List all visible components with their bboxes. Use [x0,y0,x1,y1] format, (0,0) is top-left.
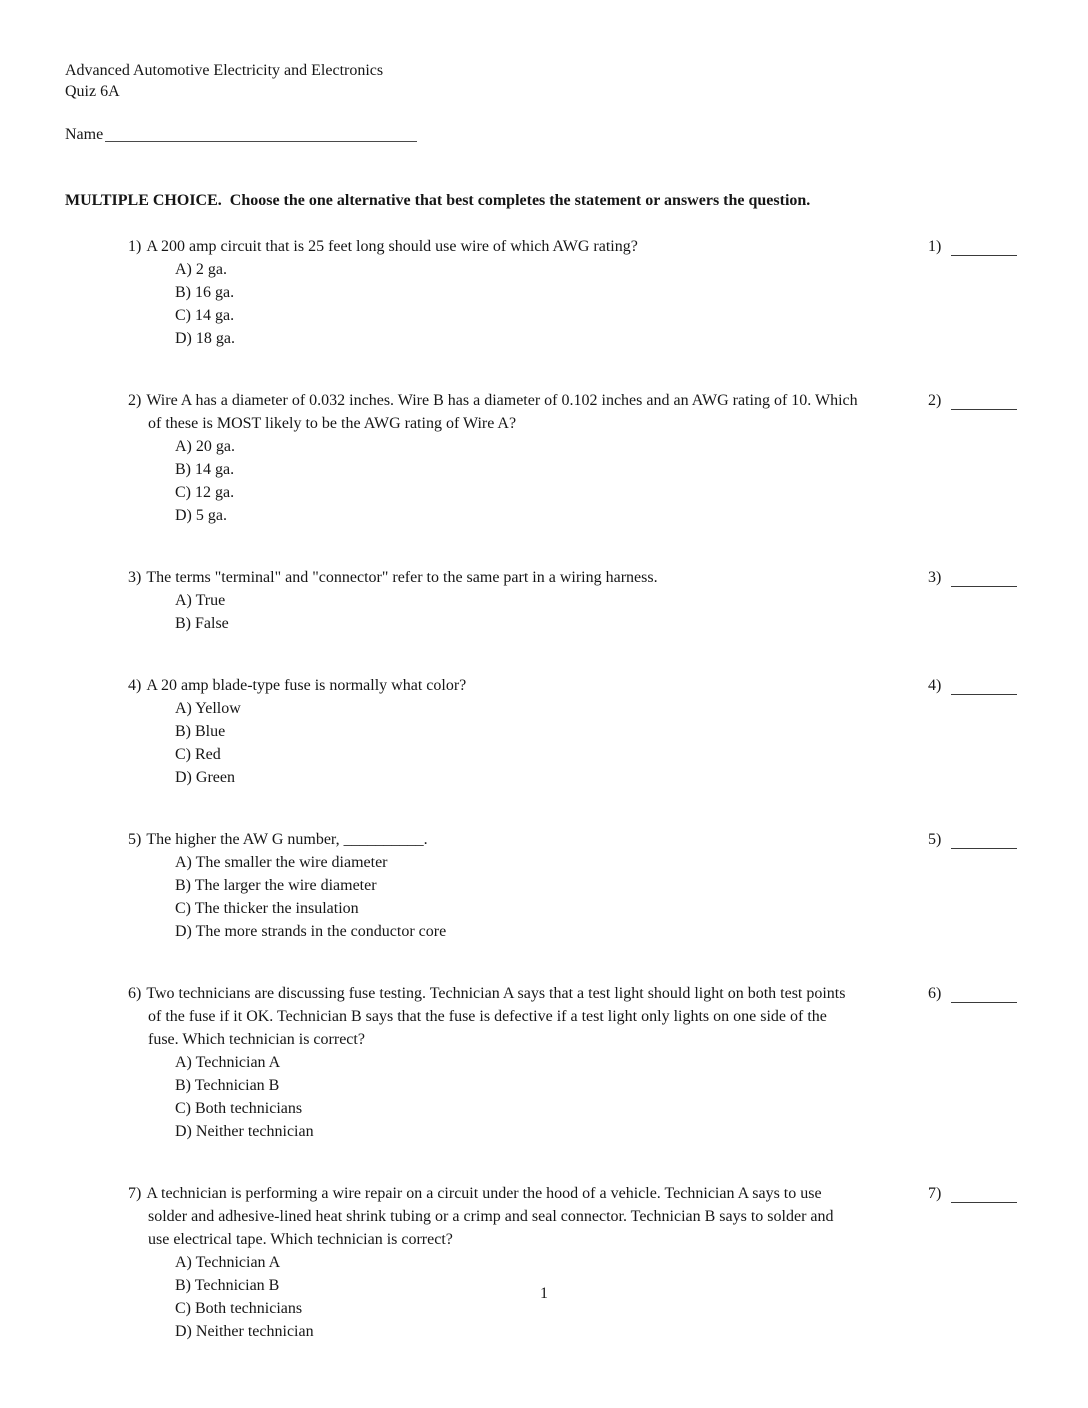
question-text-block [128,389,858,435]
answer-number: 5) [928,831,942,848]
question-main [128,389,858,527]
question-text-block [128,674,858,697]
answer-option: C) Red [175,746,221,763]
answer-option: D) Green [175,769,235,786]
question-text: Two technicians are discussing fuse testing. Technician A says that a test light should light on both test points of the fuse if it OK. Technician B says that the fuse is defective if a test light only lights on one side of the fuse. Which technician is correct? [146,985,846,1048]
question-text: The higher the AW G number, __________. [146,831,428,848]
answer-slot [928,389,1026,412]
question-number: 7) [128,1185,142,1202]
answer-number: 1) [928,238,942,255]
answer-number: 3) [928,569,942,586]
answer-option: D) The more strands in the conductor core [175,923,447,940]
question-number: 6) [128,985,142,1002]
question-block [65,674,1026,789]
question-text: The terms "terminal" and "connector" refer to the same part in a wiring harness. [146,569,658,586]
question-block [65,566,1026,635]
instructions: MULTIPLE CHOICE. Choose the one alternative that best completes the statement or answers the question. [65,192,811,209]
question-text: A technician is performing a wire repair on a circuit under the hood of a vehicle. Technician A says to use solder and adhesive-lined heat shrink tubing or a crimp and seal connector. Technician B says to solder and use electrical tape. Which technician is correct? [146,1185,834,1248]
answer-option: A) The smaller the wire diameter [175,854,388,871]
question-text-block [128,982,858,1051]
question-block [65,828,1026,943]
quiz-title: Quiz 6A [65,83,120,100]
answer-option: B) Blue [175,723,226,740]
answer-option: B) The larger the wire diameter [175,877,377,894]
question-block [65,1182,1026,1343]
answer-slot [928,1182,1026,1205]
answer-option: B) 14 ga. [175,461,235,478]
answer-blank[interactable] [951,678,1017,695]
page-number: 1 [540,1285,548,1302]
question-number: 4) [128,677,142,694]
answer-number: 7) [928,1185,942,1202]
answer-slot [928,828,1026,851]
answer-option: C) Both technicians [175,1300,303,1317]
question-block [65,235,1026,350]
answer-option: B) False [175,615,229,632]
answer-blank[interactable] [951,239,1017,256]
answer-option: B) Technician B [175,1277,280,1294]
options-list [175,589,858,635]
question-block [65,389,1026,527]
question-number: 5) [128,831,142,848]
answer-number: 4) [928,677,942,694]
answer-slot [928,566,1026,589]
answer-slot [928,235,1026,258]
question-main [128,674,858,789]
question-text-block [128,828,858,851]
answer-option: A) 20 ga. [175,438,235,455]
answer-blank[interactable] [951,393,1017,410]
name-blank[interactable] [105,127,417,142]
course-title: Advanced Automotive Electricity and Electronics [65,62,384,79]
answer-blank[interactable] [951,986,1017,1003]
question-number: 1) [128,238,142,255]
answer-option: D) Neither technician [175,1123,314,1140]
name-row [65,124,1026,145]
question-text: A 200 amp circuit that is 25 feet long should use wire of which AWG rating? [146,238,638,255]
answer-option: A) Yellow [175,700,241,717]
question-main [128,982,858,1143]
question-text: Wire A has a diameter of 0.032 inches. Wire B has a diameter of 0.102 inches and an AWG rating of 10. Which of these is MOST likely to be the AWG rating of Wire A? [146,392,858,432]
question-main [128,235,858,350]
question-block [65,982,1026,1143]
options-list [175,435,858,527]
options-list [175,258,858,350]
question-text-block [128,566,858,589]
answer-number: 2) [928,392,942,409]
questions-list [65,235,1026,1343]
answer-blank[interactable] [951,570,1017,587]
answer-blank[interactable] [951,1186,1017,1203]
answer-number: 6) [928,985,942,1002]
answer-option: D) 18 ga. [175,330,235,347]
question-main [128,1182,858,1343]
answer-option: A) True [175,592,226,609]
options-list [175,851,858,943]
answer-option: B) Technician B [175,1077,280,1094]
question-text-block [128,235,858,258]
answer-option: D) 5 ga. [175,507,227,524]
question-main [128,828,858,943]
question-main [128,566,858,635]
answer-option: C) 14 ga. [175,307,235,324]
answer-option: A) Technician A [175,1054,281,1071]
question-text-block [128,1182,858,1251]
answer-option: A) 2 ga. [175,261,227,278]
answer-slot [928,674,1026,697]
question-number: 2) [128,392,142,409]
answer-option: A) Technician A [175,1254,281,1271]
options-list [175,697,858,789]
answer-option: C) 12 ga. [175,484,235,501]
answer-option: C) Both technicians [175,1100,303,1117]
question-number: 3) [128,569,142,586]
question-text: A 20 amp blade-type fuse is normally what color? [146,677,467,694]
answer-blank[interactable] [951,832,1017,849]
answer-option: C) The thicker the insulation [175,900,359,917]
answer-option: D) Neither technician [175,1323,314,1340]
options-list [175,1051,858,1143]
name-label: Name [65,126,104,143]
answer-slot [928,982,1026,1005]
answer-option: B) 16 ga. [175,284,235,301]
